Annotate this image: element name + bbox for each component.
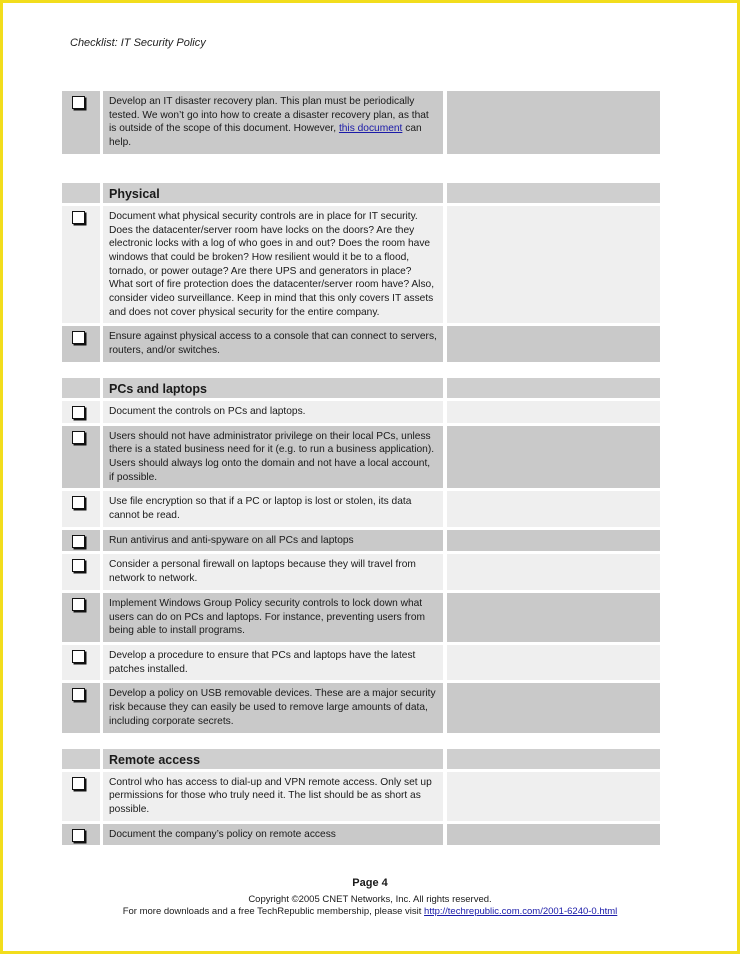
checklist-row (62, 91, 660, 154)
checklist-row (62, 401, 660, 423)
checkbox-icon[interactable] (72, 535, 85, 548)
checklist-row (62, 824, 660, 846)
item-text: Document the controls on PCs and laptops. (103, 401, 443, 423)
downloads-line: For more downloads and a free TechRepublic membership, please visit http://techrepublic.com.com/2001-6240-0.html (122, 906, 618, 917)
item-text: Users should not have administrator privilege on their local PCs, unless there is a stated business need for it (e.g. to run a business application). Users should always log onto the domain and not have a local account, if possible. (103, 426, 443, 489)
checkbox-icon[interactable] (72, 406, 85, 419)
section-title-physical: Physical (103, 183, 443, 203)
techrepublic-link[interactable]: http://techrepublic.com.com/2001-6240-0.html (424, 906, 618, 917)
section-title-remote-access: Remote access (103, 749, 443, 769)
notes-cell (447, 91, 660, 154)
checkbox-icon[interactable] (72, 431, 85, 444)
notes-cell (447, 491, 660, 526)
checkbox-icon[interactable] (72, 331, 85, 344)
checklist-row (62, 554, 660, 589)
item-text: Use file encryption so that if a PC or laptop is lost or stolen, its data cannot be read. (103, 491, 443, 526)
item-text: Implement Windows Group Policy security controls to lock down what users can do on PCs and laptops. For instance, preventing users from being able to install programs. (103, 593, 443, 642)
page-header-title: Checklist: IT Security Policy (70, 37, 206, 49)
item-text: Ensure against physical access to a console that can connect to servers, routers, and/or switches. (103, 326, 443, 361)
item-text: Document the company’s policy on remote access (103, 824, 443, 846)
notes-cell (447, 206, 660, 324)
copyright-text: Copyright ©2005 CNET Networks, Inc. All rights reserved. (248, 894, 492, 905)
this-document-link[interactable]: this document (338, 123, 403, 135)
section-header (62, 749, 660, 769)
item-text: Consider a personal firewall on laptops because they will travel from network to network. (103, 554, 443, 589)
item-text: Control who has access to dial-up and VPN remote access. Only set up permissions for those who truly need it. The list should be as short as possible. (103, 772, 443, 821)
checkbox-icon[interactable] (72, 777, 85, 790)
notes-cell (447, 554, 660, 589)
item-text: Run antivirus and anti-spyware on all PCs and laptops (103, 530, 443, 552)
checkbox-icon[interactable] (72, 96, 85, 109)
notes-cell (447, 645, 660, 680)
section-header (62, 183, 660, 203)
checklist-row (62, 491, 660, 526)
notes-cell (447, 772, 660, 821)
notes-cell (447, 683, 660, 732)
notes-cell (447, 401, 660, 423)
checkbox-icon[interactable] (72, 650, 85, 663)
section-header (62, 378, 660, 398)
checkbox-icon[interactable] (72, 598, 85, 611)
section-title-pcs-laptops: PCs and laptops (103, 378, 443, 398)
checkbox-icon[interactable] (72, 211, 85, 224)
checkbox-icon[interactable] (72, 559, 85, 572)
item-text: Develop a procedure to ensure that PCs and laptops have the latest patches installed. (103, 645, 443, 680)
checklist-row (62, 206, 660, 324)
checklist-row (62, 683, 660, 732)
checkbox-icon[interactable] (72, 688, 85, 701)
page-number: Page 4 (352, 877, 388, 889)
item-text: Document what physical security controls are in place for IT security. Does the datacenter/server room have locks on the doors? Are they electronic locks with a log of who goes in and out? Does the room have windows that could be broken? How resilient would it be to a flood, tornado, or power outage? Are there UPS and generators in place? What sort of fire protection does the datacenter/server room have? Also, consider video surveillance. Keep in mind that this only covers IT assets and does not cover physical security for the entire company. (103, 206, 443, 324)
checklist-row (62, 645, 660, 680)
item-text: Develop a policy on USB removable devices. These are a major security risk because they can easily be used to remove large amounts of data, including corporate secrets. (103, 683, 443, 732)
checklist-row (62, 530, 660, 552)
notes-cell (447, 426, 660, 489)
checklist-row (62, 772, 660, 821)
checklist-row (62, 593, 660, 642)
notes-cell (447, 824, 660, 846)
checklist-row (62, 426, 660, 489)
item-text: Develop an IT disaster recovery plan. This plan must be periodically tested. We won’t go into how to create a disaster recovery plan, as that is outside of the scope of this document. However, this document can help. (103, 91, 443, 154)
notes-cell (447, 593, 660, 642)
checkbox-icon[interactable] (72, 829, 85, 842)
checkbox-icon[interactable] (72, 496, 85, 509)
notes-cell (447, 530, 660, 552)
checklist-table (62, 91, 660, 848)
checklist-row (62, 326, 660, 361)
notes-cell (447, 326, 660, 361)
